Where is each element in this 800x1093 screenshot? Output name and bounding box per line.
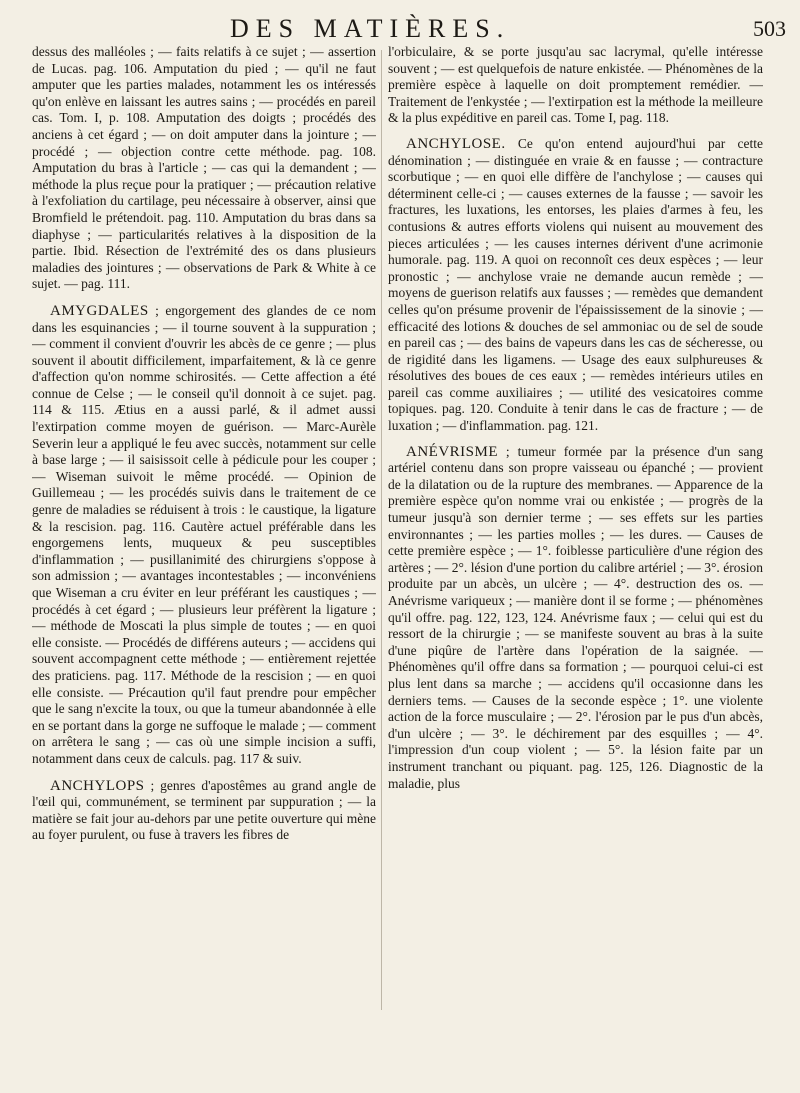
headword-anchylops: ANCHYLOPS — [50, 777, 145, 794]
entry-anchylose — [388, 136, 763, 435]
headword-anevrisme: ANÉVRISME — [406, 443, 499, 460]
entry-text: ; engorgement des glandes de ce nom dans les esquinancies ; — il tourne souvent à la suppuration ; — comment il convient d'ouvrir les abcès de ce genre ; — plus souvent il aboutit difficilement, imparfaitement, & là ce genre d'affection qu'on nomme schirosités. — Cette affection a été connue de Celse ; — le conseil qu'il donnoit à ce sujet. pag. 114 & 115. Ætius en a aussi parlé, & il admet aussi l'extirpation comme moyen de guérison. — Marc-Aurèle Severin leur a appliqué le feu avec succès, notamment sur celle à base large ; — il saisissoit celle à pédicule pour les couper ; — Wiseman suivoit le même procédé. — Opinion de Guillemeau ; — les procédés suivis dans le traitement de ce genre de maladies se réduisent à trois : le caustique, la ligature & la rescision. pag. 116. Cautère actuel préférable dans les engorgemens lents, muqueux & peu susceptibles d'inflammation ; — pusillanimité des chirurgiens s'oppose à son admission ; — avantages incontestables ; — inconvéniens que Wiseman a cru éviter en leur préférant les caustiques ; — procédés à cet égard ; — plusieurs leur préfèrent la ligature ; — méthode de Moscati la plus simple de toutes ; — en quoi elle consiste. — Procédés de différens auteurs ; — accidens qui souvent accompagnent cette méthode ; — entièrement rejettée des praticiens. pag. 117. Méthode de la rescision ; — en quoi elle consiste. — Précaution qu'il faut prendre pour empêcher que le sang n'excite la toux, ou que la tumeur abandonnée à elle en se portant dans la gorge ne suffoque le malade ; — comment on arrêtera le sang ; — cas où une simple incision a suffi, notamment dans ceux de calculs. pag. 117 & suiv. — [32, 302, 376, 766]
entry-text: ; genres d'apostêmes au grand angle de l'œil qui, communément, se terminent par suppuration ; — la matière se fait jour au-dehors par une petite ouverture qui mène au foyer purulent, ou fuse à travers les fibres de — [32, 777, 376, 843]
entry-anchylops — [32, 778, 376, 844]
right-column — [388, 44, 763, 1080]
entry-anchylops-continuation — [388, 44, 763, 127]
headword-amygdales: AMYGDALES — [50, 302, 149, 319]
running-title: DES MATIÈRES. — [230, 14, 511, 43]
entry-text: ; tumeur formée par la présence d'un sang artériel contenu dans son propre vaisseau ou épanché ; — provient de la dilatation ou de la rupture des membranes. — Apparence de la première espèce qu'on nomme vrai ou enkistée ; — progrès de la tumeur jusqu'à son dernier terme ; — ses effets sur les parties environnantes ; — les parties molles ; — les dures. — Causes de cette première espèce ; — 1°. foiblesse particulière d'une région des artères ; — 2°. lésion d'une portion du calibre artériel ; — 3°. érosion produite par un abcès, un ulcère ; — 4°. destruction des os. — Anévrisme variqueux ; — manière dont il se forme ; — phénomènes qu'il offre. pag. 122, 123, 124. Anévrisme faux ; — celui qui est du ressort de la chirurgie ; — se manifeste souvent au bras à la suite d'une piqûre de l'artère dans l'opération de la saignée. — Phénomènes qu'il offre dans sa formation ; — pourquoi celui-ci est plus lent dans sa marche ; — accidens qu'il occasionne dans les derniers tems. — Causes de la seconde espèce ; 1°. une violente action de la force musculaire ; — 2°. l'érosion par le pus d'un abcès, d'un ulcère ; — 3°. le déchirement par des esquilles ; — 4°. l'impression d'un coup violent ; — 5°. la lésion faite par un instrument tranchant ou piquant. pag. 125, 126. Diagnostic de la maladie, plus — [388, 443, 763, 791]
left-column — [32, 44, 376, 1080]
page-number: 503 — [753, 16, 786, 41]
entry-text: dessus des malléoles ; — faits relatifs à ce sujet ; — assertion de Lucas. pag. 106. Amputation du pied ; — qu'il ne faut amputer que les parties malades, notamment les os intéressés qu'on enlève en laissant les autres sains ; — procédés en pareil cas. Tom. I, p. 108. Amputation des doigts ; procédés des anciens à cet égard ; — on doit amputer dans la jointure ; — procédé ; — objection contre cette méthode. pag. 108. Amputation du bras à l'article ; — cas qui la demandent ; — méthode la plus reçue pour la pratiquer ; — précaution relative à l'exfoliation du cartilage, peu nécessaire à observer, ainsi que Bromfield le prétendoit. pag. 110. Amputation du bras dans sa diaphyse ; — particularités relatives à la disposition de la partie. Ibid. Résection de l'extrémité des os dans plusieurs maladies des jointures ; — observations de Park & White à ce sujet. — pag. 111. — [32, 44, 376, 292]
page-header — [0, 14, 800, 46]
column-divider — [381, 50, 382, 1010]
headword-anchylose: ANCHYLOSE. — [406, 135, 506, 152]
entry-amputation-continuation — [32, 44, 376, 293]
entry-amygdales — [32, 303, 376, 768]
entry-anevrisme — [388, 444, 763, 792]
entry-text: Ce qu'on entend aujourd'hui par cette dénomination ; — distinguée en vraie & en fausse ; — contracture scorbutique ; — en quoi elle diffère de l'anchylose ; — causes qui déterminent celle-ci ; — causes externes de la fausse ; — savoir les fractures, les luxations, les entorses, les plaies d'armes à feu, les contusions & autres efforts violens qui nuisent au mouvement des pieces articulées ; — les causes internes dérivent d'une acrimonie humorale. pag. 119. A quoi on reconnoît ces deux espèces ; — leur pronostic ; — anchylose vraie ne demande aucun remède ; — moyens de guerison relatifs aux fausses ; — remèdes que demandent celles qu'on présume provenir de l'épaississement de la sinovie ; — efficacité des lotions & douches de sel ammoniac ou de sel de soude en pareil cas ; — des bains de vapeurs dans les cas de sécheresse, ou de rigidité dans les ligamens. — Usage des eaux sulphureuses & résolutives des boues de ces eaux ; — remèdes intérieurs utiles en pareil cas comme auxiliaires ; — utilité des vesicatoires comme topiques. pag. 120. Conduite à tenir dans le cas de fracture ; — de luxation ; — d'inflammation. pag. 121. — [388, 135, 763, 434]
entry-text: l'orbiculaire, & se porte jusqu'au sac lacrymal, qu'elle intéresse souvent ; — est quelquefois de nature enkistée. — Phénomènes de la première espèce à laquelle on doit promptement remédier. — Traitement de l'enkystée ; — l'extirpation est la méthode la meilleure & la plus expéditive en pareil cas. Tome I, pag. 118. — [388, 44, 763, 126]
